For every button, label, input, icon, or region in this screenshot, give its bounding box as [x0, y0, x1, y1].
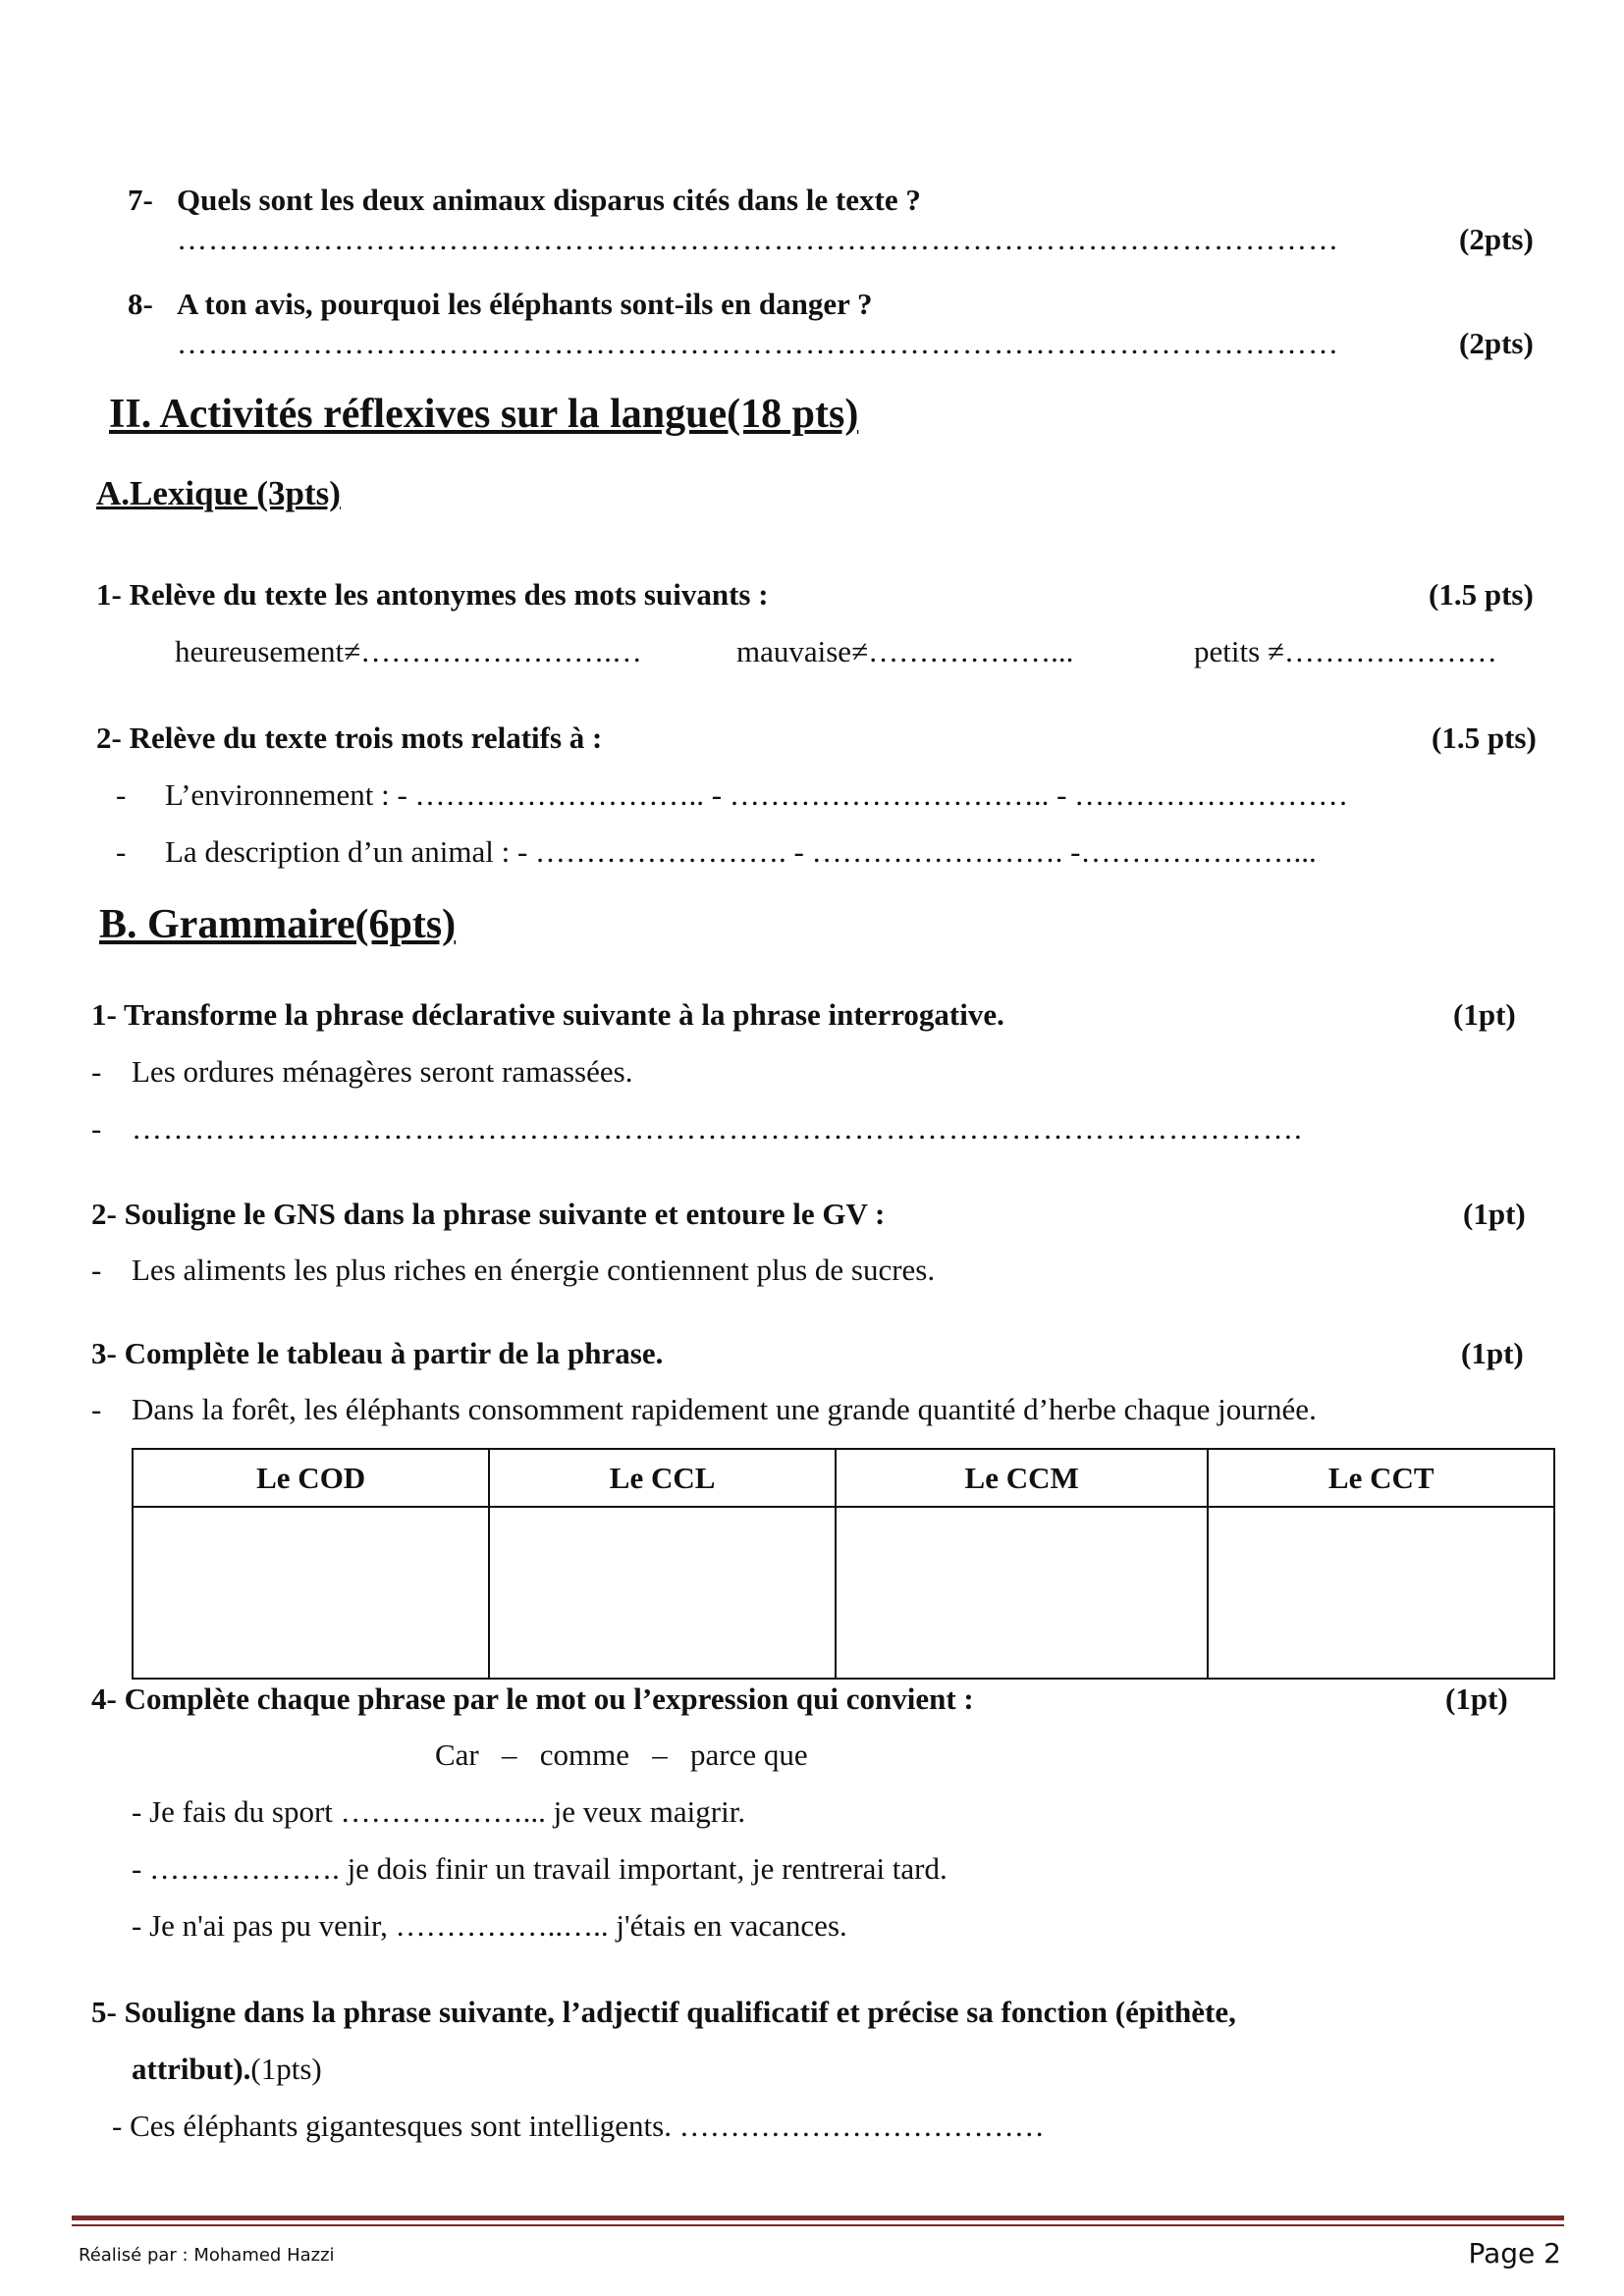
- table-header-row: [133, 1449, 1554, 1507]
- grammaire-q1-points: (1pt): [1453, 997, 1516, 1032]
- fill-sentence-2[interactable]: - ………………. je dois finir un travail important, je rentrerai tard.: [132, 1851, 947, 1886]
- grammaire-q4-points: (1pt): [1445, 1682, 1508, 1716]
- grammaire-q5-points: (1pts): [250, 2052, 322, 2086]
- lexique-q2-text: 2- Relève du texte trois mots relatifs à :: [96, 721, 603, 755]
- header-cct: Le CCT: [1208, 1449, 1554, 1507]
- header-cod: Le COD: [133, 1449, 489, 1507]
- grammaire-q5-text: 5- Souligne dans la phrase suivante, l’adjectif qualificatif et précise sa fonction (épithète,: [91, 1995, 1236, 2029]
- q8-number: 8-: [128, 287, 153, 321]
- list-bullet: -: [91, 1253, 102, 1287]
- grammaire-q1-text: 1- Transforme la phrase déclarative suivante à la phrase interrogative.: [91, 997, 1004, 1032]
- grammaire-q2-points: (1pt): [1463, 1197, 1526, 1231]
- word-choices: Car – comme – parce que: [435, 1737, 808, 1772]
- q8-answer-line[interactable]: …………………………………………………………………………………………………: [177, 326, 1339, 360]
- grammaire-q4-text: 4- Complète chaque phrase par le mot ou l’expression qui convient :: [91, 1682, 974, 1716]
- list-bullet: -: [91, 1054, 102, 1089]
- grammaire-q3-text: 3- Complète le tableau à partir de la phrase.: [91, 1336, 664, 1370]
- list-bullet: -: [91, 1111, 102, 1146]
- list-bullet: -: [116, 777, 127, 812]
- lexique-title: A.Lexique (3pts): [96, 474, 341, 512]
- q7-answer-line[interactable]: …………………………………………………………………………………………………: [177, 222, 1339, 256]
- complements-table: [132, 1448, 1555, 1680]
- lexique-q1-text: 1- Relève du texte les antonymes des mots suivants :: [96, 577, 769, 612]
- grammaire-q1-sentence: Les ordures ménagères seront ramassées.: [132, 1054, 633, 1089]
- footer-divider: [72, 2216, 1564, 2220]
- antonym-mauvaise[interactable]: mauvaise≠………………...: [736, 634, 1074, 668]
- cell-ccl[interactable]: [489, 1507, 836, 1679]
- antonym-petits[interactable]: petits ≠…………………: [1194, 634, 1497, 668]
- q8-points: (2pts): [1459, 326, 1534, 360]
- grammaire-q3-sentence: Dans la forêt, les éléphants consomment rapidement une grande quantité d’herbe chaque journée.: [132, 1392, 1317, 1426]
- cell-cod[interactable]: [133, 1507, 489, 1679]
- q8-text: A ton avis, pourquoi les éléphants sont-ils en danger ?: [177, 287, 873, 321]
- table-row: [133, 1507, 1554, 1679]
- grammaire-q5-text2-bold: attribut).: [132, 2052, 251, 2086]
- page-number: Page 2: [1468, 2237, 1561, 2269]
- footer-author: Réalisé par : Mohamed Hazzi: [79, 2245, 335, 2266]
- cell-cct[interactable]: [1208, 1507, 1554, 1679]
- grammaire-q2-text: 2- Souligne le GNS dans la phrase suivante et entoure le GV :: [91, 1197, 886, 1231]
- list-bullet: -: [116, 834, 127, 869]
- q7-text: Quels sont les deux animaux disparus cités dans le texte ?: [177, 183, 921, 217]
- section-title: II. Activités réflexives sur la langue(18 pts): [109, 392, 859, 437]
- animal-description-words[interactable]: La description d’un animal : - ……………………. - ……………………. -…………………...: [165, 834, 1317, 869]
- q7-points: (2pts): [1459, 222, 1534, 256]
- fill-sentence-1[interactable]: - Je fais du sport ………………... je veux maigrir.: [132, 1794, 746, 1829]
- footer-divider-thin: [72, 2224, 1564, 2226]
- q7-number: 7-: [128, 183, 153, 217]
- antonym-heureusement[interactable]: heureusement≠…………………….…: [175, 634, 642, 668]
- lexique-q1-points: (1.5 pts): [1429, 577, 1534, 612]
- grammaire-q5-text2: [132, 2052, 322, 2087]
- grammaire-q1-answer[interactable]: ………………………………………………………………………………………………….: [132, 1111, 1303, 1146]
- grammaire-title: B. Grammaire(6pts): [99, 902, 457, 947]
- cell-ccm[interactable]: [836, 1507, 1209, 1679]
- lexique-q2-points: (1.5 pts): [1432, 721, 1537, 755]
- fill-sentence-3[interactable]: - Je n'ai pas pu venir, ……………..….. j'étais en vacances.: [132, 1908, 847, 1943]
- grammaire-q5-sentence[interactable]: - Ces éléphants gigantesques sont intelligents. ………………………………: [112, 2109, 1045, 2143]
- grammaire-q3-points: (1pt): [1461, 1336, 1524, 1370]
- header-ccl: Le CCL: [489, 1449, 836, 1507]
- grammaire-q2-sentence[interactable]: Les aliments les plus riches en énergie contiennent plus de sucres.: [132, 1253, 936, 1287]
- list-bullet: -: [91, 1392, 102, 1426]
- header-ccm: Le CCM: [836, 1449, 1209, 1507]
- environment-words[interactable]: L’environnement : - ……………………….. - ………………………….. - ………………………: [165, 777, 1349, 812]
